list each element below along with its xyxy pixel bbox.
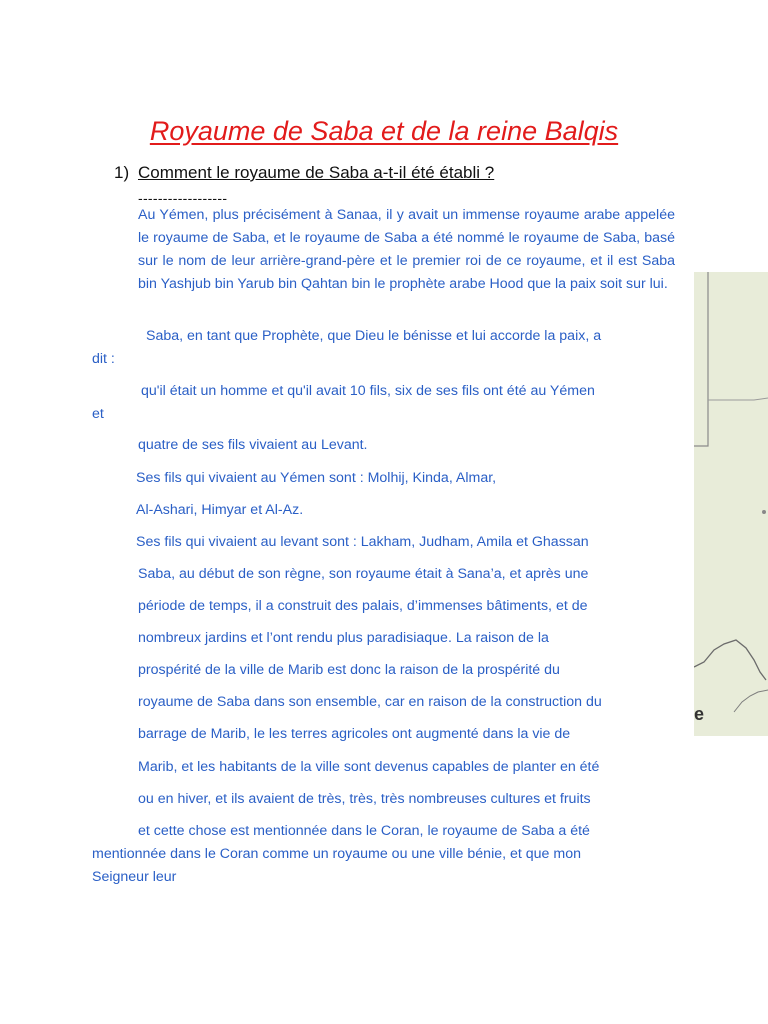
text-line: période de temps, il a construit des palais, d’immenses bâtiments, et de (138, 598, 588, 614)
text-line: prospérité de la ville de Marib est donc la raison de la prospérité du (138, 662, 560, 678)
text-line: nombreux jardins et l’ont rendu plus paradisiaque. La raison de la (138, 630, 549, 646)
text-line: Ses fils qui vivaient au levant sont : Lakham, Judham, Amila et Ghassan (136, 534, 589, 550)
text-line: Saba, au début de son règne, son royaume était à Sana’a, et après une (138, 566, 589, 582)
question-heading: Comment le royaume de Saba a-t-il été établi ? (138, 163, 495, 182)
text-line: mentionnée dans le Coran comme un royaume ou une ville bénie, et que mon (92, 846, 581, 862)
text-line: Al-Ashari, Himyar et Al-Az. (136, 502, 304, 518)
paragraph-intro: Au Yémen, plus précisément à Sanaa, il y avait un immense royaume arabe appelée le royaume de Saba, et le royaume de Saba a été nommé le royaume de Saba, basé sur le nom de leur arrière-grand-père et le premier roi de ce royaume, et il est Saba bin Yashjub bin Yarub bin Qahtan bin le prophète arabe Hood que la paix soit sur lui. (138, 207, 675, 292)
page-title: Royaume de Saba et de la reine Balqis (149, 116, 619, 146)
question-number: 1) (114, 163, 130, 182)
map-borders (694, 272, 768, 736)
text-line: royaume de Saba dans son ensemble, car en raison de la construction du (138, 694, 602, 710)
text-line: Seigneur leur (92, 869, 177, 885)
text-line: barrage de Marib, le les terres agricoles ont augmenté dans la vie de (138, 726, 571, 742)
text-line: et cette chose est mentionnée dans le Coran, le royaume de Saba a été (138, 823, 590, 839)
text-line: ou en hiver, et ils avaient de très, très, très nombreuses cultures et fruits (138, 791, 591, 807)
text-line: Marib, et les habitants de la ville sont devenus capables de planter en été (138, 759, 600, 775)
map-label: e (694, 704, 705, 724)
text-line: quatre de ses fils vivaient au Levant. (138, 437, 368, 453)
text-line: et (92, 406, 104, 422)
map-fragment (694, 272, 768, 736)
dashed-separator: ------------------ (138, 190, 228, 206)
text-line: Saba, en tant que Prophète, que Dieu le bénisse et lui accorde la paix, a (146, 328, 602, 344)
text-line: dit : (92, 351, 115, 367)
text-line: qu'il était un homme et qu'il avait 10 fils, six de ses fils ont été au Yémen (141, 383, 595, 399)
text-line: Ses fils qui vivaient au Yémen sont : Molhij, Kinda, Almar, (136, 470, 497, 486)
